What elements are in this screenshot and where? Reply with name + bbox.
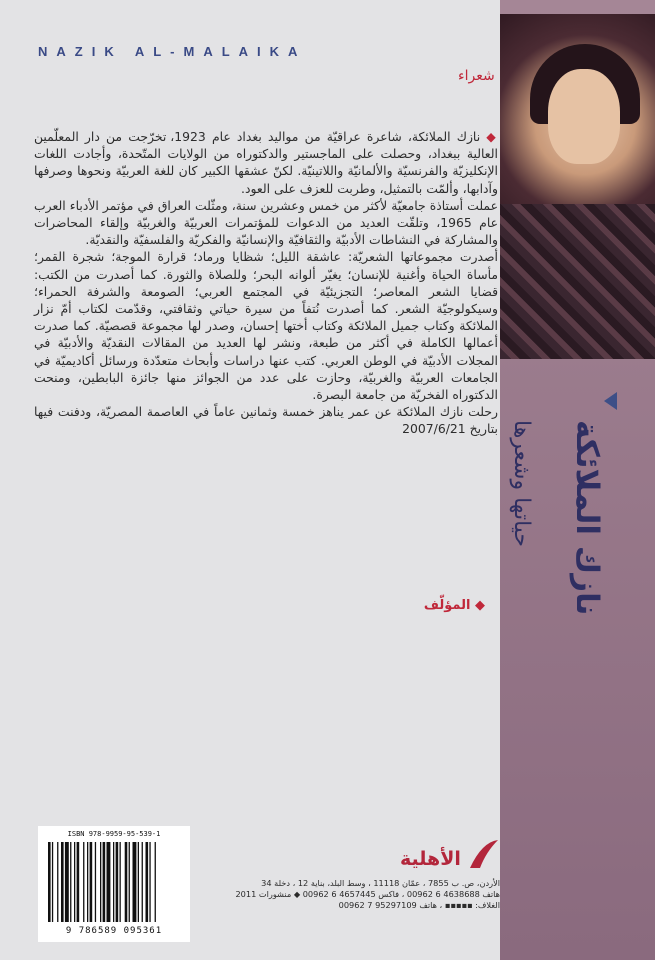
book-title: نازك الملائكة [569,420,605,616]
barcode-bar [133,842,137,922]
biography-paragraph: رحلت نازك الملائكة عن عمر يناهز خمسة وثمانين عاماً في العاصمة المصريّة، ودفنت فيها بتاريخ 2007/6/21 [34,404,498,437]
barcode-bar [103,842,106,922]
barcode-bars [48,842,184,922]
barcode-bar [120,842,121,922]
barcode-bar [65,842,69,922]
barcode-bar [155,842,156,922]
barcode-digits: 9 786589 095361 [65,926,163,936]
barcode-bar [87,842,88,922]
barcode-bar [74,842,75,922]
series-logo-text: شعراء [458,68,495,84]
barcode-bar [125,842,128,922]
biography-paragraph: أصدرت مجموعاتها الشعريّة: عاشقة الليل؛ شظايا ورماد؛ قرارة الموجة؛ شجرة القمر؛ مأساة الحياة وأغنية للإنسان؛ يغيّر ألوانه البحر؛ وللصلاة والثورة. كما أصدرت من الكتب: قضايا الشعر المعاصر؛ التجزيئيّة في المجتمع العربي؛ الصومعة والشرفة الحمراء؛ وسيكولوجيّة الشعر. كما أصدرت نُتفاً من سيرة حياتي وثقافتي، وقدّمت لكتاب أمّ نزار الملائكة وكتاب جميل الملائكة وكتاب أختها إحسان، وصدر لها مجموعة قصصيّة. كما صدرت أعمالها الكاملة في أكثر من طبعة، ونشر لها العديد من المقالات النقديّة والأدبيّة في المجلات الأدبيّة في الوطن العربي. كتب عنها دراسات وأبحاث متعدّدة ورسائل أكاديميّة في الجامعات العربيّة والغربيّة، وحازت على عدد من الجوائز منها جائزة البابطين، ومنحت الدكتوراه الفخريّة من جامعة البصرة. [34,249,498,403]
barcode-bar [57,842,58,922]
barcode-bar [142,842,143,922]
barcode-bar [129,842,130,922]
triangle-marker-icon [604,392,617,410]
barcode [38,826,190,942]
barcode-bar [113,842,114,922]
publisher-info [200,878,500,911]
barcode-bar [70,842,71,922]
barcode-bar [138,842,139,922]
barcode-bar [116,842,119,922]
author-name-latin: NAZIK AL-MALAIKA [38,44,307,59]
biography-text [34,128,498,438]
portrait-clothing [500,204,655,359]
barcode-bar [107,842,111,922]
publisher-cover-credit: الغلاف: ▪▪▪▪▪ ، هاتف 95297109 7 00962 [338,900,500,910]
publisher-address: الأردن، ص. ب 7855 ، عمّان 11118 ، وسط البلد، بناية 12 ، دخلة 34 [261,878,500,888]
author-portrait [500,14,655,359]
barcode-bar [77,842,80,922]
publisher-phone: هاتف 4638688 6 00962 ، فاكس 4657445 6 00962 ◆ منشورات 2011 [235,889,500,899]
portrait-face [548,69,620,164]
barcode-bar [90,842,93,922]
barcode-bar [52,842,53,922]
biography-paragraph [34,128,498,197]
barcode-bar [83,842,84,922]
barcode-bar [100,842,101,922]
author-signature [380,598,485,613]
paragraph-text: نازك الملائكة، شاعرة عراقيّة من مواليد بغداد عام 1923، تخرّجت من دار المعلّمين العالية ببغداد، وحصلت على الماجستير والدكتوراه من الولايات المتّحدة، وأجادت اللغات الإنكليزيّة والفرنسيّة والألمانيّة واللاتينيّة. لكنّ عشقها الكبير كان للغة العربيّة ونحوها وصرفها وآدابها، وألمّت بالتمثيل، وطربت للعزف على العود. [34,129,498,196]
book-subtitle: حياتها وشعرها [509,420,534,548]
isbn-number: ISBN 978-9959-95-539-1 [67,830,161,838]
bullet-icon: ◆ [470,598,485,613]
barcode-bar [95,842,96,922]
barcode-bar [48,842,51,922]
series-logo [458,68,495,84]
bullet-icon: ◆ [480,129,499,144]
barcode-bar [61,842,64,922]
publisher-name: الأهلية [400,848,461,870]
barcode-bar [149,842,150,922]
author-label: المؤلّف [423,598,471,613]
biography-paragraph: عملت أستاذة جامعيّة لأكثر من خمس وعشرين سنة، ومثّلت العراق في مؤتمر الأدباء العرب عام 1965، وتلقّت العديد من الدعوات للمؤتمرات العربيّة والغربيّة وإلقاء المحاضرات والمشاركة في النشاطات الأدبيّة والثقافيّة والإنسانيّة والفكريّة والفلسفيّة والنقديّة. [34,197,499,248]
barcode-bar [146,842,149,922]
